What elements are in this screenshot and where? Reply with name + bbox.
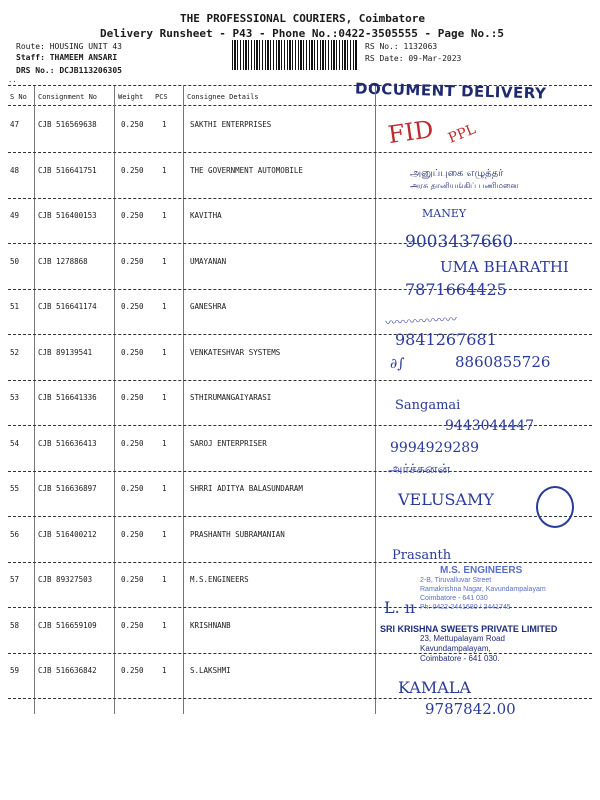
row-consignment: CJB 516636413	[38, 439, 97, 448]
handwriting-uma: UMA BHARATHI	[440, 258, 569, 276]
ks-stamp-line2: Kavundampalayam,	[420, 644, 491, 653]
row-pcs: 1	[162, 166, 167, 175]
col-header-weight: Weight	[118, 93, 144, 101]
handwriting-phone-59: 9787842.00	[425, 700, 516, 718]
handwriting-kamala: KAMALA	[398, 678, 471, 697]
row-details: THE GOVERNMENT AUTOMOBILE	[190, 166, 303, 175]
row-details: VENKATESHVAR SYSTEMS	[190, 348, 281, 357]
row-sno: 49	[10, 211, 20, 220]
barcode	[232, 40, 358, 70]
handwriting-fid: FID	[386, 114, 436, 150]
row-weight: 0.250	[121, 666, 144, 675]
divider-mark: ..	[8, 76, 17, 84]
row-details: KRISHNANB	[190, 621, 231, 630]
row-details: GANESHRA	[190, 302, 227, 311]
row-details: SHRRI ADITYA BALASUNDARAM	[190, 484, 303, 493]
row-separator	[8, 562, 592, 563]
row-consignment: CJB 89139541	[38, 348, 93, 357]
row-consignment: CJB 516641174	[38, 302, 97, 311]
ms-stamp-line1: 2-B, Tiruvalluvar Street	[420, 577, 492, 584]
row-pcs: 1	[162, 575, 167, 584]
ms-stamp-line4: Ph: 0422-2441680 / 2441745	[420, 604, 511, 611]
row-separator	[8, 380, 592, 381]
drs-number: DRS No.: DCJB113206305	[16, 66, 122, 75]
row-details: PRASHANTH SUBRAMANIAN	[190, 530, 285, 539]
row-weight: 0.250	[121, 393, 144, 402]
col-divider	[34, 86, 35, 714]
handwriting-name-53: Sangamai	[395, 398, 461, 413]
handwriting-tamil-54: அர்ச்சுனன்	[388, 462, 451, 477]
col-divider	[114, 86, 115, 714]
row-weight: 0.250	[121, 530, 144, 539]
row-consignment: CJB 516636897	[38, 484, 97, 493]
ms-stamp-line3: Coimbatore - 641 030	[420, 595, 488, 602]
ks-stamp-line1: 23, Mettupalayam Road	[420, 634, 505, 643]
row-details: STHIRUMANGAIYARASI	[190, 393, 272, 402]
row-sno: 54	[10, 439, 20, 448]
row-consignment: CJB 516636842	[38, 666, 97, 675]
row-separator	[8, 471, 592, 472]
row-sno: 56	[10, 530, 20, 539]
signature-51: 〰〰〰〰〰〰	[384, 312, 458, 330]
row-details: KAVITHA	[190, 211, 222, 220]
handwriting-phone-50: 7871664425	[405, 280, 507, 299]
row-pcs: 1	[162, 530, 167, 539]
handwriting-velusamy: VELUSAMY	[398, 490, 494, 509]
col-header-sno: S No	[10, 93, 27, 101]
handwriting-phone-53: 9443044447	[445, 418, 535, 434]
row-separator	[8, 334, 592, 335]
table-top-rule	[8, 85, 592, 86]
row-consignment: CJB 1278868	[38, 257, 88, 266]
signature-52: ∂∫	[390, 356, 405, 372]
row-details: SAKTHI ENTERPRISES	[190, 120, 272, 129]
row-weight: 0.250	[121, 166, 144, 175]
row-sno: 57	[10, 575, 20, 584]
row-consignment: CJB 516400153	[38, 211, 97, 220]
row-separator	[8, 198, 592, 199]
row-pcs: 1	[162, 439, 167, 448]
row-consignment: CJB 516641336	[38, 393, 97, 402]
rs-number: RS No.: 1132063	[365, 42, 438, 51]
circled-mark	[536, 486, 574, 528]
col-divider	[375, 86, 376, 714]
row-sno: 53	[10, 393, 20, 402]
row-weight: 0.250	[121, 211, 144, 220]
row-pcs: 1	[162, 393, 167, 402]
row-weight: 0.250	[121, 484, 144, 493]
ms-stamp-line2: Ramakrishna Nagar, Kavundampalayam	[420, 586, 546, 593]
row-pcs: 1	[162, 211, 167, 220]
row-details: M.S.ENGINEERS	[190, 575, 249, 584]
runsheet-subtitle: Delivery Runsheet - P43 - Phone No.:0422-3505555 - Page No.:5	[100, 27, 504, 40]
row-pcs: 1	[162, 666, 167, 675]
row-weight: 0.250	[121, 439, 144, 448]
handwriting-tamil-1: அனுப்புகை எழுத்தர்	[410, 168, 504, 179]
row-consignment: CJB 516569638	[38, 120, 97, 129]
row-pcs: 1	[162, 120, 167, 129]
document-delivery-stamp: DOCUMENT DELIVERY	[354, 79, 547, 103]
row-weight: 0.250	[121, 257, 144, 266]
krishna-sweets-stamp	[380, 624, 580, 664]
row-sno: 52	[10, 348, 20, 357]
row-consignment: CJB 516641751	[38, 166, 97, 175]
row-consignment: CJB 89327503	[38, 575, 93, 584]
handwriting-phone-51: 9841267681	[395, 330, 497, 349]
row-consignment: CJB 516400212	[38, 530, 97, 539]
row-details: S.LAKSHMI	[190, 666, 231, 675]
header-bottom-rule	[8, 105, 592, 106]
row-pcs: 1	[162, 348, 167, 357]
col-header-pcs: PCS	[155, 93, 168, 101]
row-sno: 58	[10, 621, 20, 630]
ks-stamp-name: SRI KRISHNA SWEETS PRIVATE LIMITED	[380, 624, 558, 634]
company-title: THE PROFESSIONAL COURIERS, Coimbatore	[180, 12, 426, 25]
rs-date: RS Date: 09-Mar-2023	[365, 54, 462, 63]
ms-stamp-name: M.S. ENGINEERS	[440, 565, 523, 576]
row-weight: 0.250	[121, 348, 144, 357]
row-sno: 50	[10, 257, 20, 266]
row-weight: 0.250	[121, 302, 144, 311]
col-divider	[183, 86, 184, 714]
row-separator	[8, 698, 592, 699]
handwriting-phone-49: 9003437660	[405, 232, 514, 252]
row-separator	[8, 516, 592, 517]
row-pcs: 1	[162, 621, 167, 630]
handwriting-phone-52: 8860855726	[455, 353, 551, 371]
col-header-consignment: Consignment No	[38, 93, 98, 101]
handwriting-tamil-2: அரசு தானியங்கிப் பணிமனை	[410, 181, 519, 190]
row-sno: 55	[10, 484, 20, 493]
col-header-details: Consignee Details	[187, 93, 259, 101]
row-weight: 0.250	[121, 575, 144, 584]
staff-label: Staff: THAMEEM ANSARI	[16, 53, 118, 62]
handwriting-prasanth: Prasanth	[392, 548, 452, 563]
row-details: UMAYANAN	[190, 257, 227, 266]
row-sno: 48	[10, 166, 20, 175]
row-sno: 59	[10, 666, 20, 675]
ks-stamp-line3: Coimbatore - 641 030.	[420, 654, 500, 663]
row-pcs: 1	[162, 484, 167, 493]
row-weight: 0.250	[121, 120, 144, 129]
signature-57: L. ıı	[384, 598, 416, 617]
row-consignment: CJB 516659109	[38, 621, 97, 630]
row-separator	[8, 152, 592, 153]
route-label: Route: HOUSING UNIT 43	[16, 42, 122, 51]
row-pcs: 1	[162, 302, 167, 311]
row-weight: 0.250	[121, 621, 144, 630]
row-sno: 51	[10, 302, 20, 311]
handwriting-maney: MANEY	[422, 207, 467, 220]
handwriting-ppl: PPL	[446, 121, 479, 147]
row-sno: 47	[10, 120, 20, 129]
row-pcs: 1	[162, 257, 167, 266]
handwriting-phone-54: 9994929289	[390, 440, 480, 456]
row-details: SAROJ ENTERPRISER	[190, 439, 267, 448]
